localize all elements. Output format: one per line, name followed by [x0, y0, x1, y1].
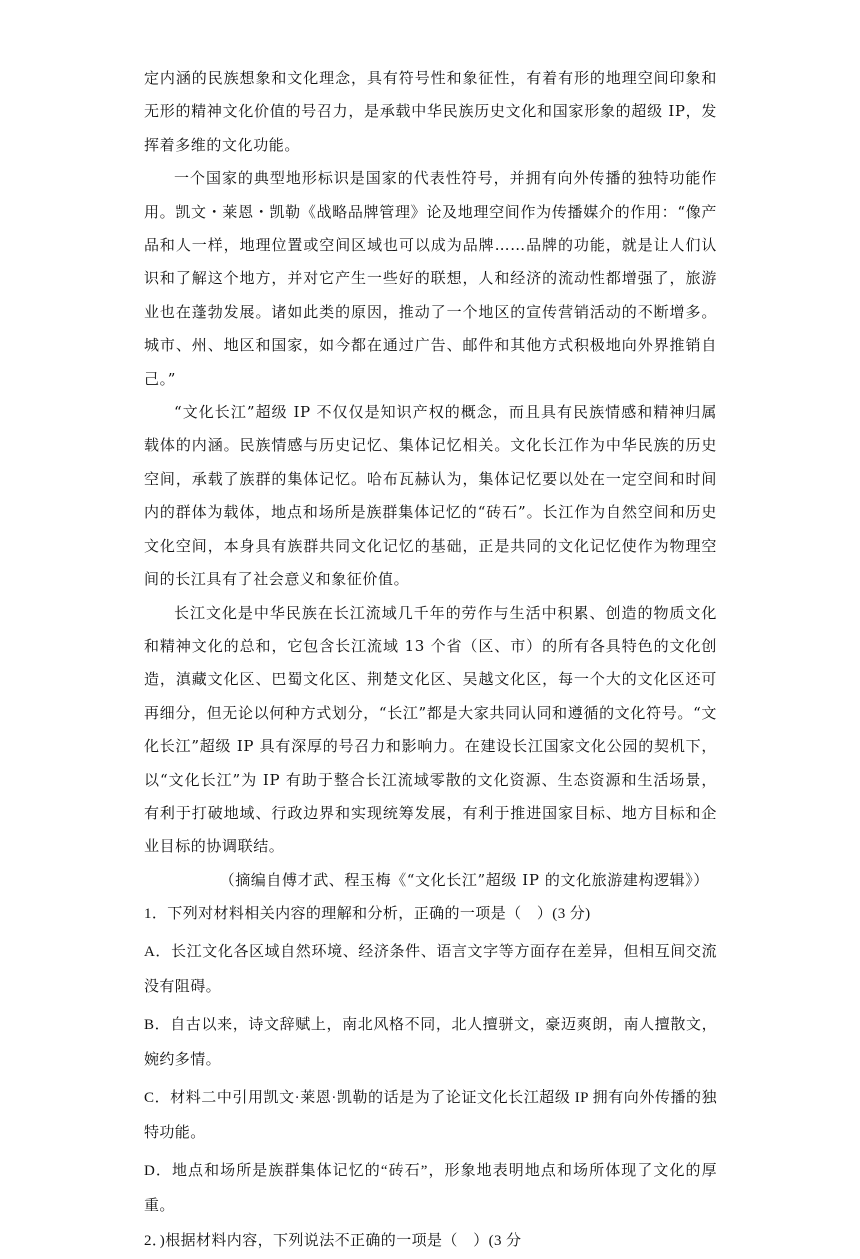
question-1-option-b: B．自古以来，诗文辞赋上，南北风格不同，北人擅骈文，豪迈爽朗，南人擅散文，婉约多情。: [144, 1017, 717, 1069]
paragraph-memory: “文化长江”超级 IP 不仅仅是知识产权的概念，而且具有民族情感和精神归属载体的内涵。民族情感与历史记忆、集体记忆相关。文化长江作为中华民族的历史空间，承载了族群的集体记忆。哈布瓦赫认为，集体记忆要以处在一定空间和时间内的群体为载体，地点和场所是族群集体记忆的“砖石”。长江作为自然空间和历史文化空间，本身具有族群共同文化记忆的基础，正是共同的文化记忆使作为物理空间的长江具有了社会意义和象征价值。: [144, 403, 717, 589]
question-1-option-a: A．长江文化各区域自然环境、经济条件、语言文字等方面存在差异，但相互间交流没有阻碍。: [144, 944, 717, 996]
source-citation: （摘编自傅才武、程玉梅《“文化长江”超级 IP 的文化旅游建构逻辑》）: [219, 870, 709, 889]
question-1-option-d: D．地点和场所是族群集体记忆的“砖石”，形象地表明地点和场所体现了文化的厚重。: [144, 1163, 717, 1215]
paragraph-brand: 一个国家的典型地形标识是国家的代表性符号，并拥有向外传播的独特功能作用。凯文・莱恩・凯勒《战略品牌管理》论及地理空间作为传播媒介的作用：“像产品和人一样，地理位置或空间区域也可以成为品牌……品牌的功能，就是让人们认识和了解这个地方，并对它产生一些好的联想，人和经济的流动性都增强了，旅游业也在蓬勃发展。诸如此类的原因，推动了一个地区的宣传营销活动的不断增多。城市、州、地区和国家，如今都在通过广告、邮件和其他方式积极地向外界推销自己。”: [144, 169, 717, 388]
question-1-option-c: C．材料二中引用凯文·莱恩·凯勒的话是为了论证文化长江超级 IP 拥有向外传播的独特功能。: [144, 1090, 717, 1142]
paragraph-yangtze-culture: 长江文化是中华民族在长江流域几千年的劳作与生活中积累、创造的物质文化和精神文化的总和，它包含长江流域 13 个省（区、市）的所有各具特色的文化创造，滇藏文化区、巴蜀文化区、荆楚文化区、吴越文化区，每一个大的文化区还可再细分，但无论以何种方式划分，“长江”都是大家共同认同和遵循的文化符号。“文化长江”超级 IP 具有深厚的号召力和影响力。在建设长江国家文化公园的契机下，以“文化长江”为 IP 有助于整合长江流域零散的文化资源、生态资源和生活场景，有利于打破地域、行政边界和实现统筹发展，有利于推进国家目标、地方目标和企业目标的协调联结。: [144, 603, 717, 856]
question-1-stem: 1．下列对材料相关内容的理解和分析，正确的一项是（ ）(3 分): [144, 906, 591, 923]
document-page: [144, 62, 717, 1259]
paragraph-continued: 定内涵的民族想象和文化理念，具有符号性和象征性，有着有形的地理空间印象和无形的精神文化价值的号召力，是承载中华民族历史文化和国家形象的超级 IP，发挥着多维的文化功能。: [144, 69, 717, 154]
question-2-stem: 2．)根据材料内容，下列说法不正确的一项是（ ）(3 分: [144, 1233, 522, 1250]
